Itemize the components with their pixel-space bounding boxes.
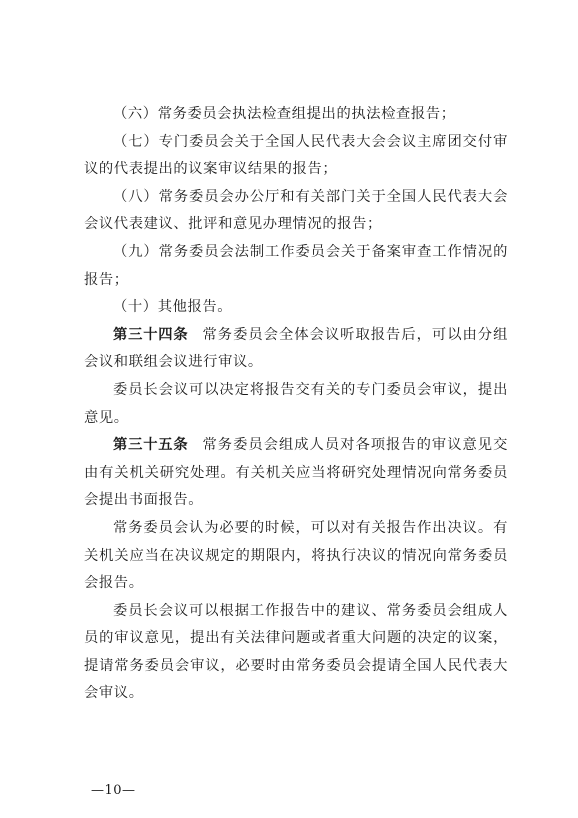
paragraph-text: （九）常务委员会法制工作委员会关于备案审查工作情况的报告； — [84, 243, 508, 288]
article-34-paragraph-2 — [84, 377, 508, 432]
paragraph-text: 常务委员会认为必要的时候，可以对有关报告作出决议。有关机关应当在决议规定的期限内，将执行决议的情况向常务委员会报告。 — [84, 519, 508, 592]
article-34 — [84, 322, 508, 377]
paragraph-item-7 — [84, 129, 508, 184]
paragraph-text: 委员长会议可以决定将报告交有关的专门委员会审议，提出意见。 — [84, 381, 508, 426]
paragraph-item-10 — [84, 294, 508, 322]
paragraph-text: （十）其他报告。 — [113, 299, 233, 316]
article-35-paragraph-3 — [84, 598, 508, 708]
paragraph-text: （六）常务委员会执法检查组提出的执法检查报告； — [113, 106, 456, 122]
paragraph-item-9 — [84, 239, 508, 294]
paragraph-text: （八）常务委员会办公厅和有关部门关于全国人民代表大会会议代表建议、批评和意见办理情况的报告； — [84, 188, 508, 233]
article-35-paragraph-2 — [84, 515, 508, 598]
paragraph-text: 常务委员会组成人员对各项报告的审议意见交由有关机关研究处理。有关机关应当将研究处理情况向常务委员会提出书面报告。 — [84, 437, 509, 509]
paragraph-item-6 — [84, 101, 508, 129]
page-number: —10— — [91, 783, 136, 798]
article-35 — [84, 432, 508, 515]
article-heading: 第三十四条 — [113, 326, 189, 343]
article-heading: 第三十五条 — [113, 437, 189, 454]
document-body — [84, 101, 508, 708]
paragraph-item-8 — [84, 184, 508, 239]
paragraph-text: 委员长会议可以根据工作报告中的建议、常务委员会组成人员的审议意见，提出有关法律问题或者重大问题的决定的议案，提请常务委员会审议，必要时由常务委员会提请全国人民代表大会审议。 — [84, 602, 508, 702]
paragraph-text: 常务委员会全体会议听取报告后，可以由分组会议和联组会议进行审议。 — [84, 326, 509, 371]
paragraph-text: （七）专门委员会关于全国人民代表大会会议主席团交付审议的代表提出的议案审议结果的报告； — [84, 133, 508, 178]
